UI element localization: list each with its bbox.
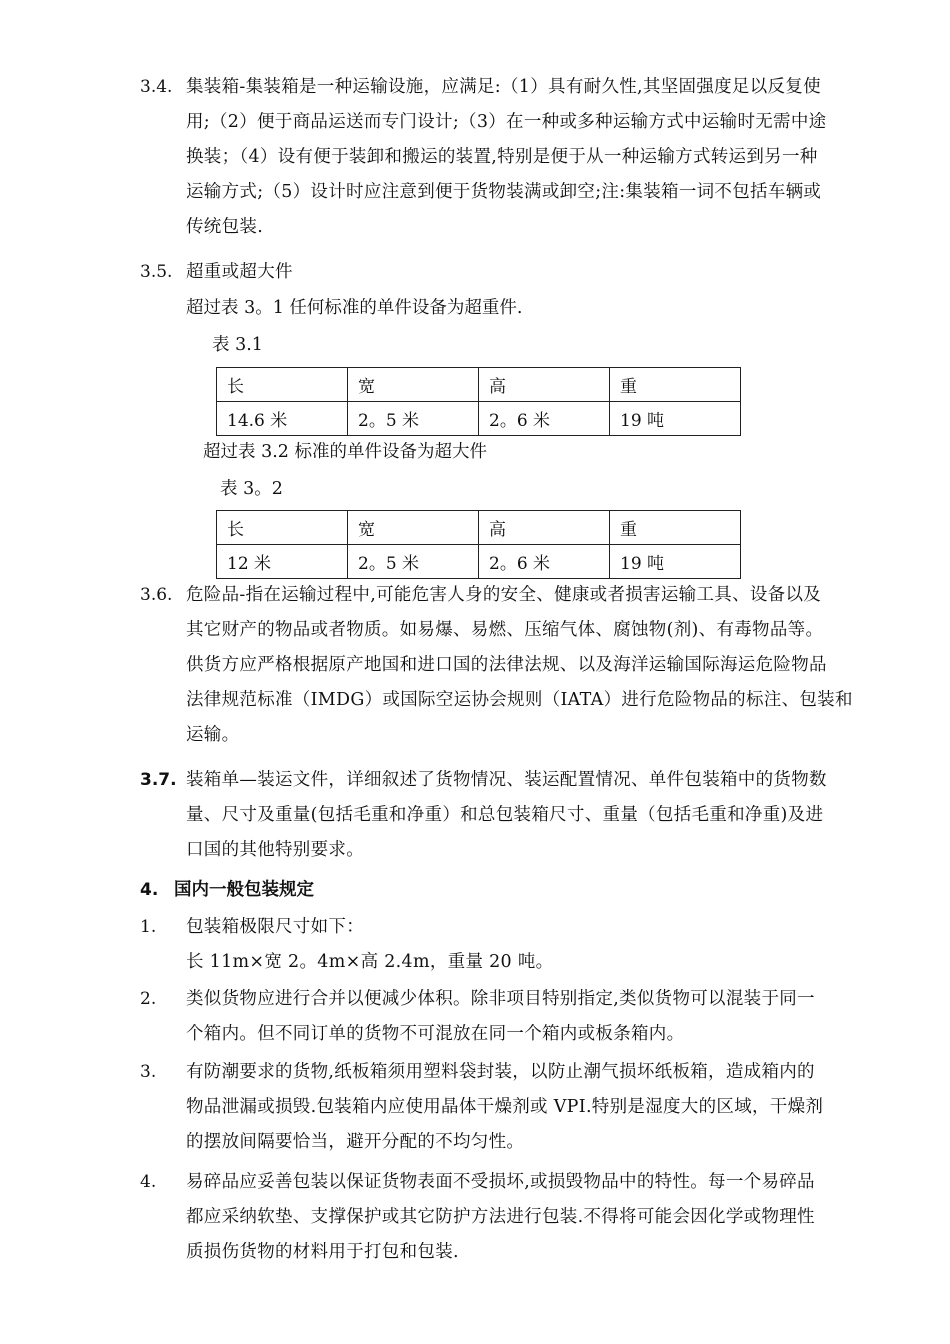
table-caption: 表 3。2 (220, 479, 283, 499)
table-header-row (217, 368, 741, 402)
section-number: 3.4. (140, 77, 173, 97)
item-number: 2. (140, 989, 157, 1009)
section-title: 国内一般包装规定 (174, 880, 314, 900)
text-line: 易碎品应妥善包装以保证货物表面不受损坏,或损毁物品中的特性。每一个易碎品 (186, 1172, 815, 1192)
table-cell: 2。6 米 (479, 545, 610, 579)
text-line: 集装箱-集装箱是一种运输设施，应满足:（1）具有耐久性,其坚固强度足以反复使 (186, 77, 821, 97)
text-line: 有防潮要求的货物,纸板箱须用塑料袋封装，以防止潮气损坏纸板箱，造成箱内的 (186, 1062, 815, 1082)
text-line: 换装；（4）设有便于装卸和搬运的装置,特别是便于从一种运输方式转运到另一种 (186, 147, 818, 167)
table-header-cell: 宽 (348, 368, 479, 402)
section-title: 超重或超大件 (186, 262, 293, 282)
table-header-row (217, 511, 741, 545)
item-body (186, 910, 878, 980)
text-line: 的摆放间隔要恰当，避开分配的不均匀性。 (186, 1132, 525, 1152)
text-line: 质损伤货物的材料用于打包和包装. (186, 1242, 459, 1262)
table-cell: 2。5 米 (348, 545, 479, 579)
table-intro: 超过表 3。1 任何标准的单件设备为超重件. (186, 298, 523, 318)
text-line: 都应采纳软垫、支撑保护或其它防护方法进行包装.不得将可能会因化学或物理性 (186, 1207, 815, 1227)
text-line: 用;（2）便于商品运送而专门设计;（3）在一种或多种运输方式中运输时无需中途 (186, 112, 827, 132)
item-body (186, 1165, 878, 1270)
item-number: 4. (140, 1172, 157, 1192)
text-line: 法律规范标准（IMDG）或国际空运协会规则（IATA）进行危险物品的标注、包装和 (186, 690, 853, 710)
table-header-cell: 重 (610, 511, 741, 545)
table-row (217, 402, 741, 436)
text-line: 个箱内。但不同订单的货物不可混放在同一个箱内或板条箱内。 (186, 1024, 685, 1044)
text-line: 装箱单—装运文件，详细叙述了货物情况、装运配置情况、单件包装箱中的货物数 (186, 770, 827, 790)
section-body (186, 578, 878, 753)
text-line: 量、尺寸及重量(包括毛重和净重）和总包装箱尺寸、重量（包括毛重和净重)及进 (186, 805, 824, 825)
item-number: 3. (140, 1062, 157, 1082)
text-line: 运输方式;（5）设计时应注意到便于货物装满或卸空;注:集装箱一词不包括车辆或 (186, 182, 822, 202)
item-body (186, 982, 878, 1052)
text-line: 长 11m×宽 2。4m×高 2.4m，重量 20 吨。 (186, 952, 554, 972)
section-number: 3.6. (140, 585, 173, 605)
table-cell: 2。6 米 (479, 402, 610, 436)
table-cell: 12 米 (217, 545, 348, 579)
table-cell: 2。5 米 (348, 402, 479, 436)
oversize-weight-table (216, 367, 741, 436)
text-line: 其它财产的物品或者物质。如易爆、易燃、压缩气体、腐蚀物(剂)、有毒物品等。 (186, 620, 824, 640)
section-body (186, 763, 878, 868)
table-header-cell: 高 (479, 511, 610, 545)
table-header-cell: 宽 (348, 511, 479, 545)
table-header-cell: 长 (217, 511, 348, 545)
table-header-cell: 长 (217, 368, 348, 402)
text-line: 物品泄漏或损毁.包装箱内应使用晶体干燥剂或 VPI.特别是湿度大的区域，干燥剂 (186, 1097, 824, 1117)
table-header-cell: 重 (610, 368, 741, 402)
text-line: 口国的其他特别要求。 (186, 840, 364, 860)
text-line: 供货方应严格根据原产地国和进口国的法律法规、以及海洋运输国际海运危险物品 (186, 655, 827, 675)
section-body (186, 70, 878, 245)
table-row (217, 545, 741, 579)
item-body (186, 1055, 878, 1160)
text-line: 包装箱极限尺寸如下： (186, 917, 364, 937)
section-number: 3.7. (140, 770, 177, 790)
oversize-dimension-table (216, 510, 741, 579)
table-cell: 14.6 米 (217, 402, 348, 436)
text-line: 运输。 (186, 725, 240, 745)
item-number: 1. (140, 917, 157, 937)
table-caption: 表 3.1 (212, 335, 263, 355)
text-line: 类似货物应进行合并以便减少体积。除非项目特别指定,类似货物可以混装于同一 (186, 989, 815, 1009)
table-header-cell: 高 (479, 368, 610, 402)
table-intro: 超过表 3.2 标准的单件设备为超大件 (203, 442, 487, 462)
text-line: 传统包装. (186, 217, 264, 237)
text-line: 危险品-指在运输过程中,可能危害人身的安全、健康或者损害运输工具、设备以及 (186, 585, 822, 605)
section-number: 3.5. (140, 262, 173, 282)
table-cell: 19 吨 (610, 545, 741, 579)
section-number: 4. (140, 880, 159, 900)
table-cell: 19 吨 (610, 402, 741, 436)
